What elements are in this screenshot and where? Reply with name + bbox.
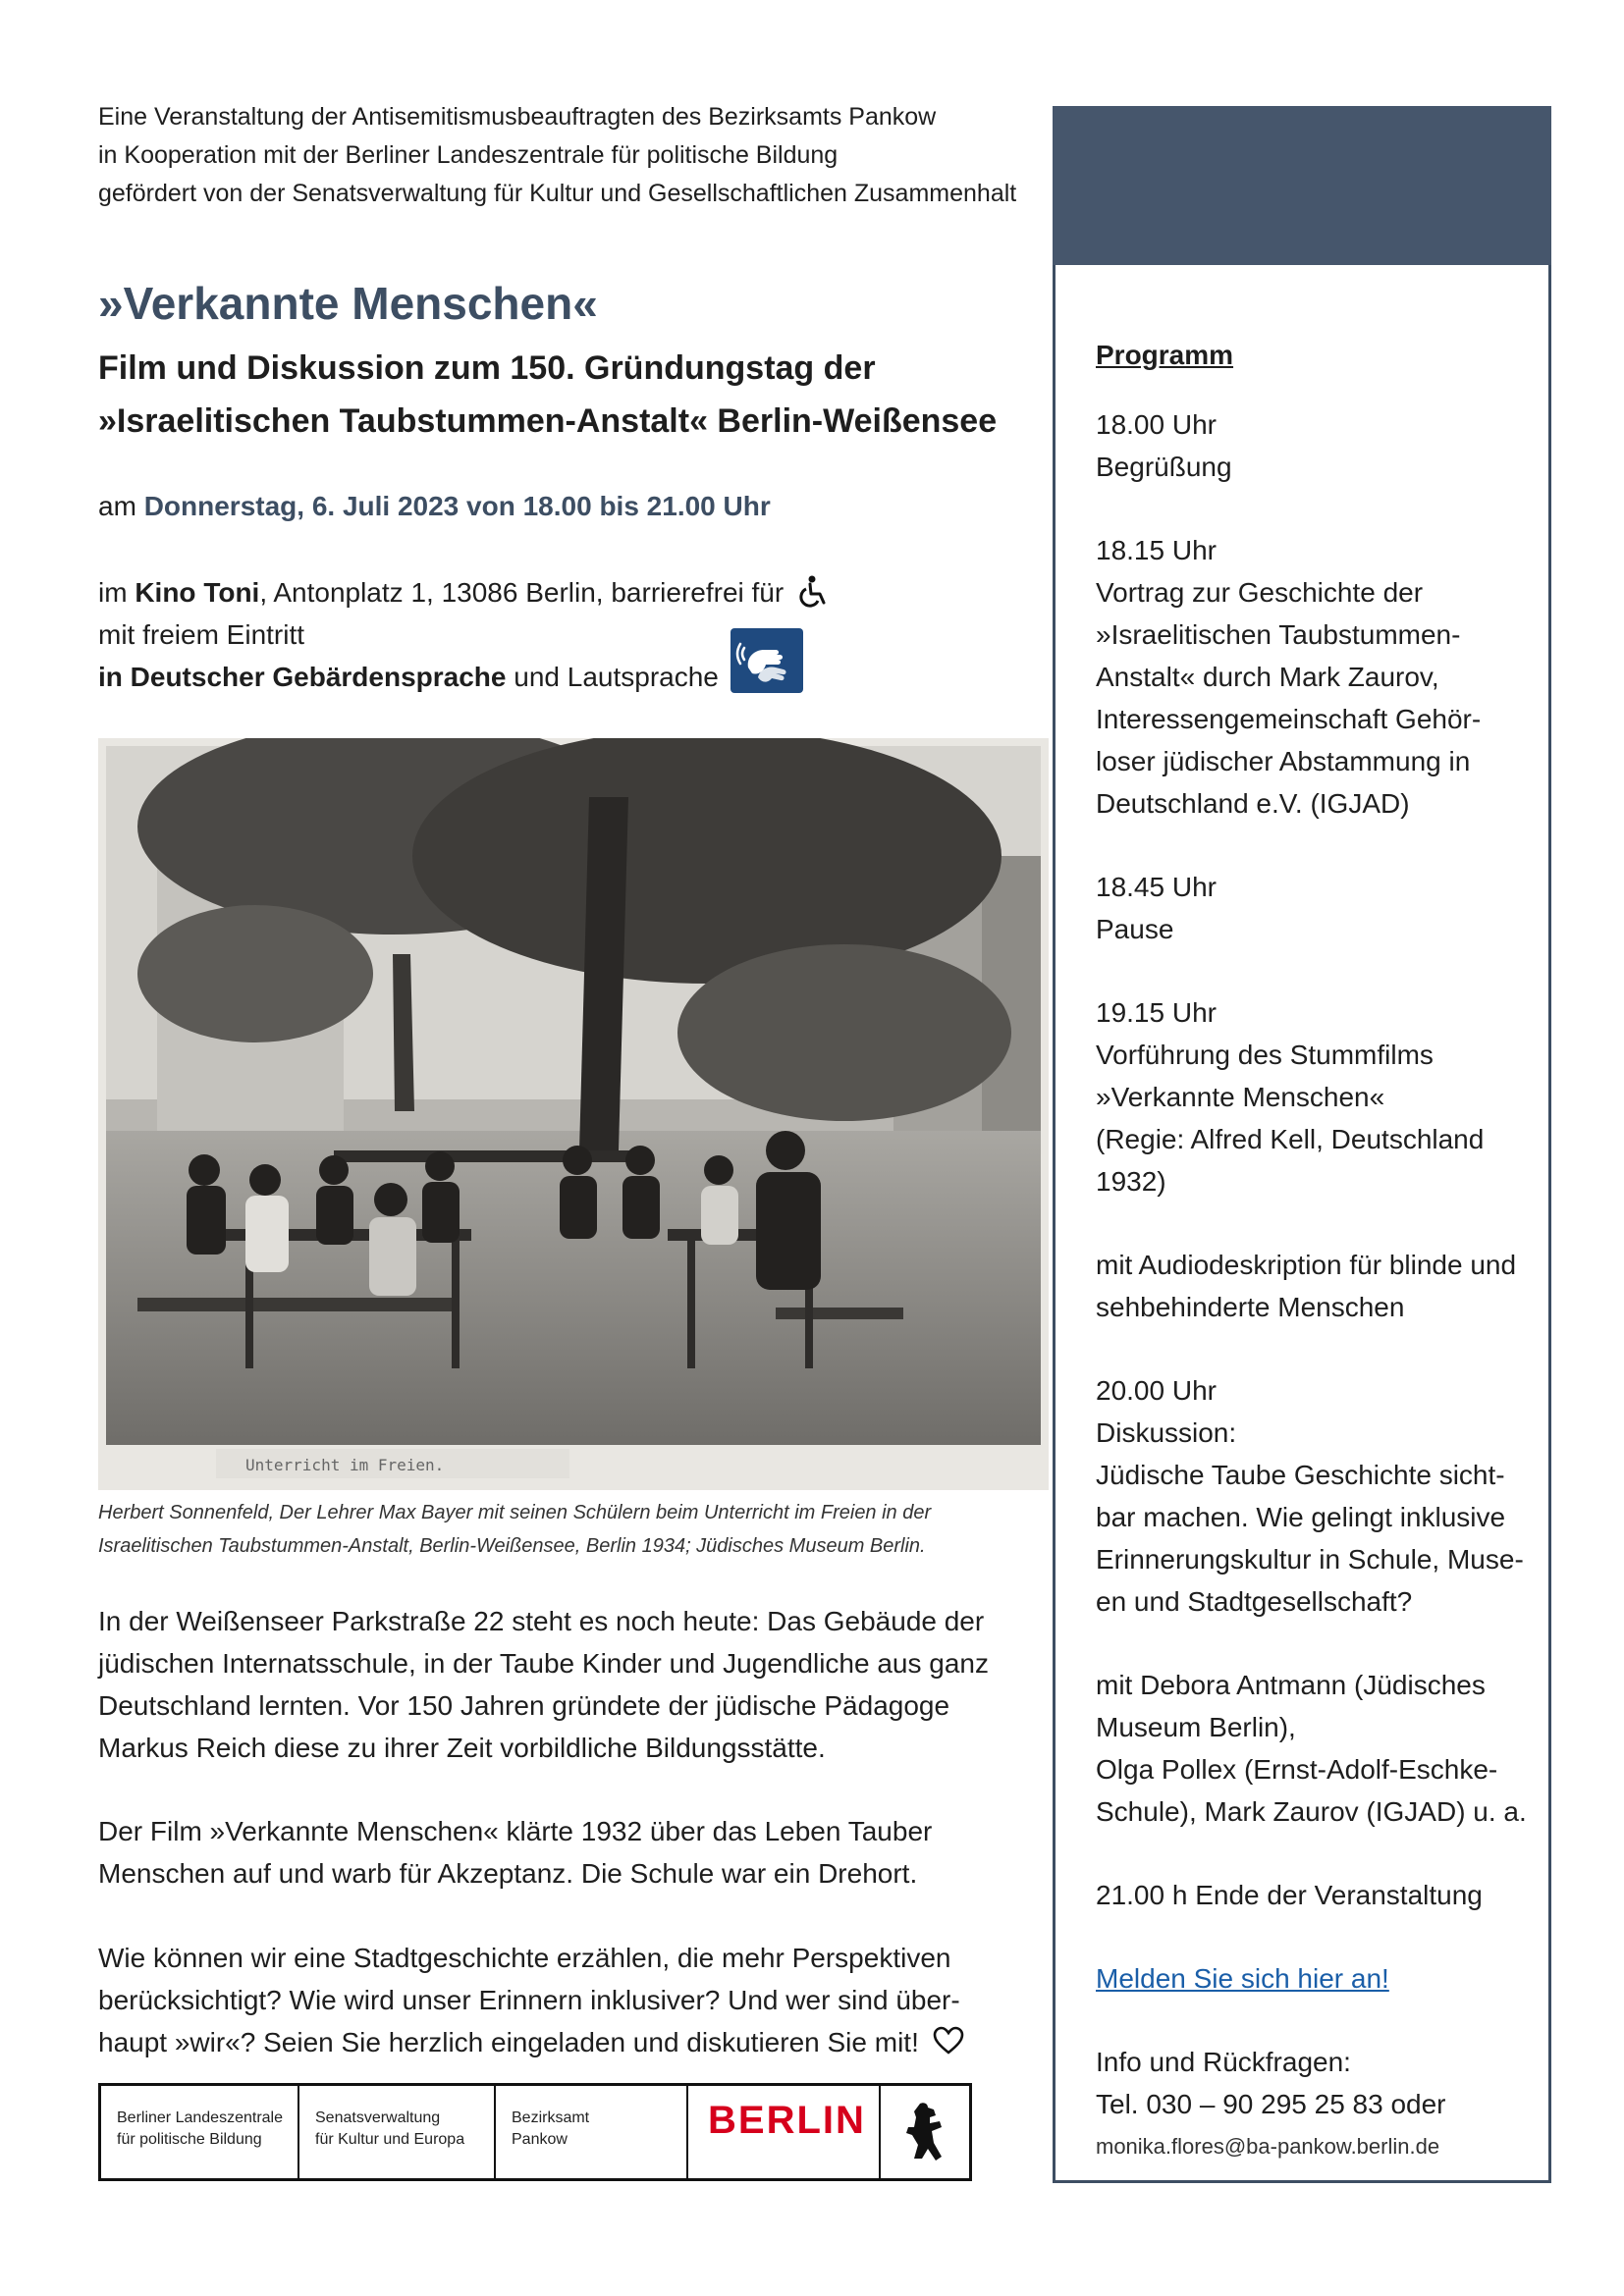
program-text: Olga Pollex (Ernst-Adolf-Eschke- [1096,1754,1498,1785]
photo-stamp: Unterricht im Freien. [245,1456,445,1474]
event-date [98,491,771,522]
subtitle-line: Film und Diskussion zum 150. Gründungstag der [98,349,876,387]
program-text: (Regie: Alfred Kell, Deutschland [1096,1124,1485,1154]
paragraph-line: berücksichtigt? Wie wird unser Erinnern inklusiver? Und wer sind über- [98,1985,960,2015]
program-text: Pause [1096,914,1174,944]
program-text: en und Stadtgesellschaft? [1096,1586,1413,1617]
logo-senatsverwaltung [299,2086,496,2178]
program-text: Vorführung des Stummfilms [1096,1040,1434,1070]
program-time: 19.15 Uhr [1096,997,1217,1028]
program-text: Diskussion: [1096,1417,1237,1448]
program-item [1096,529,1547,825]
venue-line-entry: mit freiem Eintritt [98,619,305,650]
language-spoken: und Lautsprache [506,662,719,692]
program-text: Begrüßung [1096,452,1232,482]
program-list [1096,334,1547,2167]
venue-name: Kino Toni [135,577,260,608]
program-text: loser jüdischer Abstammung in [1096,746,1471,776]
program-text: Museum Berlin), [1096,1712,1296,1742]
logo-text: Senatsverwaltung [315,2109,441,2126]
program-text: bar machen. Wie gelingt inklusive [1096,1502,1506,1532]
logo-text: Berliner Landeszentrale [117,2109,283,2126]
organizers-block [98,98,1041,213]
program-item [1096,1369,1547,1623]
paragraph-line: Deutschland lernten. Vor 150 Jahren gründete der jüdische Pädagoge [98,1690,950,1721]
date-highlight: Donnerstag, 6. Juli 2023 von 18.00 bis 21.00 Uhr [143,491,771,521]
heart-icon [933,2026,964,2056]
program-item [1096,991,1547,1202]
contact-block [1096,2041,1547,2167]
program-heading: Programm [1096,340,1234,370]
logo-text: für politische Bildung [117,2131,262,2148]
contact-heading: Info und Rückfragen: [1096,2047,1351,2077]
wheelchair-icon [795,574,829,608]
program-time: 20.00 Uhr [1096,1375,1217,1406]
paragraph-line: Menschen auf und warb für Akzeptanz. Die Schule war ein Drehort. [98,1858,918,1889]
venue-line-location [98,571,844,614]
program-text: 1932) [1096,1166,1166,1197]
paragraph-line: Wie können wir eine Stadtgeschichte erzählen, die mehr Perspektiven [98,1943,951,1973]
program-text: Vortrag zur Geschichte der [1096,577,1424,608]
program-text: Anstalt« durch Mark Zaurov, [1096,662,1439,692]
paragraph-line: Der Film »Verkannte Menschen« klärte 1932 über das Leben Tauber [98,1816,933,1846]
program-item [1096,403,1547,488]
historic-photo [98,738,1049,1490]
logo-landeszentrale [101,2086,299,2178]
logo-text: Pankow [512,2131,568,2148]
caption-line: Herbert Sonnenfeld, Der Lehrer Max Bayer mit seinen Schülern beim Unterricht im Freien in der [98,1502,932,1523]
paragraph-line-last [98,2021,1041,2063]
contact-email[interactable]: monika.flores@ba-pankow.berlin.de [1096,2134,1440,2159]
logo-bezirksamt [496,2086,688,2178]
date-prefix: am [98,491,144,521]
sidebar-header-band [1053,106,1551,265]
paragraph-line: haupt »wir«? Seien Sie herzlich eingeladen und diskutieren Sie mit! [98,2027,919,2057]
sign-language-icon [731,628,803,693]
intro-paragraph [98,1600,1041,1769]
page-subtitle [98,342,1060,448]
organizer-line: in Kooperation mit der Berliner Landeszentrale für politische Bildung [98,141,839,169]
partner-logos [98,2083,972,2181]
program-time: 18.15 Uhr [1096,535,1217,565]
program-item [1096,1664,1547,1833]
program-item [1096,1874,1547,1916]
program-item [1096,866,1547,950]
program-time: 18.00 Uhr [1096,409,1217,440]
logo-berlin: BERLIN [688,2086,881,2178]
program-text: mit Debora Antmann (Jüdisches [1096,1670,1486,1700]
program-text: »Verkannte Menschen« [1096,1082,1385,1112]
subtitle-line: »Israelitischen Taubstummen-Anstalt« Berlin-Weißensee [98,402,998,440]
organizer-line: Eine Veranstaltung der Antisemitismusbeauftragten des Bezirksamts Pankow [98,103,937,131]
program-text: 21.00 h Ende der Veranstaltung [1096,1880,1483,1910]
program-text: mit Audiodeskription für blinde und [1096,1250,1517,1280]
paragraph-line: Markus Reich diese zu ihrer Zeit vorbildliche Bildungsstätte. [98,1733,826,1763]
organizer-line: gefördert von der Senatsverwaltung für Kultur und Gesellschaftlichen Zusammenhalt [98,180,1017,207]
program-item [1096,1244,1547,1328]
logo-text: Bezirksamt [512,2109,590,2126]
program-time: 18.45 Uhr [1096,872,1217,902]
venue-address: , Antonplatz 1, 13086 Berlin, barrierefrei für [259,577,785,608]
register-link[interactable]: Melden Sie sich hier an! [1096,1963,1389,1994]
program-text: Interessengemeinschaft Gehör- [1096,704,1482,734]
register-block [1096,1957,1547,2000]
page-title: »Verkannte Menschen« [98,278,598,329]
program-text: Deutschland e.V. (IGJAD) [1096,788,1410,819]
film-paragraph [98,1810,1041,1895]
program-text: Schule), Mark Zaurov (IGJAD) u. a. [1096,1796,1527,1827]
invitation-paragraph [98,1937,1041,2063]
paragraph-line: In der Weißenseer Parkstraße 22 steht es noch heute: Das Gebäude der [98,1606,985,1636]
berlin-bear-icon [881,2086,969,2178]
program-text: Jüdische Taube Geschichte sicht- [1096,1460,1505,1490]
venue-prefix: im [98,577,135,608]
program-text: »Israelitischen Taubstummen- [1096,619,1461,650]
language-sign: in Deutscher Gebärdensprache [98,662,507,692]
logo-text: für Kultur und Europa [315,2131,465,2148]
contact-phone: Tel. 030 – 90 295 25 83 oder [1096,2089,1446,2119]
photo-caption [98,1496,1041,1563]
paragraph-line: jüdischen Internatsschule, in der Taube Kinder und Jugendliche aus ganz [98,1648,989,1679]
program-text: Erinnerungskultur in Schule, Muse- [1096,1544,1524,1575]
caption-line: Israelitischen Taubstummen-Anstalt, Berlin-Weißensee, Berlin 1934; Jüdisches Museum Berlin. [98,1535,926,1557]
program-text: sehbehinderte Menschen [1096,1292,1405,1322]
